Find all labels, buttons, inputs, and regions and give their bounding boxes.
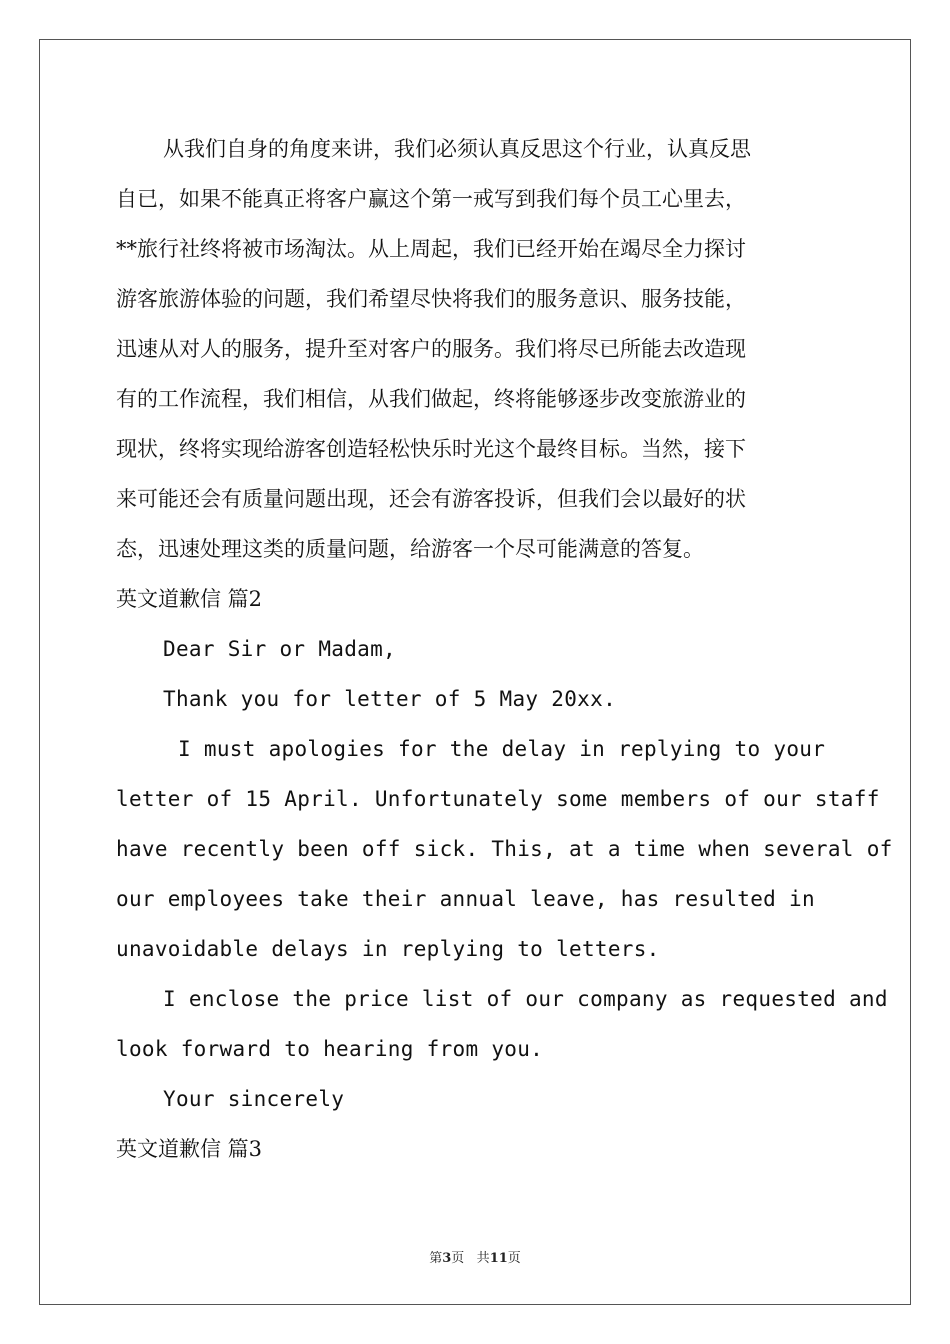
paragraph-line xyxy=(116,324,836,374)
paragraph-line xyxy=(116,1024,836,1074)
line-text: 自已，如果不能真正将客户赢这个第一戒写到我们每个员工心里去， xyxy=(116,187,746,211)
paragraph-line xyxy=(116,124,836,174)
paragraph-line xyxy=(116,724,836,774)
paragraph-line xyxy=(116,474,836,524)
page-footer xyxy=(0,1247,950,1266)
paragraph-line xyxy=(116,374,836,424)
paragraph-line xyxy=(116,774,880,824)
section-heading-2: 英文道歉信 篇2 xyxy=(116,587,263,611)
paragraph-line xyxy=(116,424,836,474)
line-text: letter of 15 April. Unfortunately some members of our staff xyxy=(116,787,880,811)
section-heading-3: 英文道歉信 篇3 xyxy=(116,1137,263,1161)
paragraph-line xyxy=(116,524,836,574)
line-text: **旅行社终将被市场淘汰。从上周起，我们已经开始在竭尽全力探讨 xyxy=(116,237,746,261)
paragraph-line xyxy=(116,824,893,874)
paragraph-line xyxy=(116,874,836,924)
salutation: Dear Sir or Madam, xyxy=(163,637,396,661)
line-text: 现状，终将实现给游客创造轻松快乐时光这个最终目标。当然，接下 xyxy=(116,437,746,461)
page-prefix: 第 xyxy=(429,1251,443,1266)
line-text: 从我们自身的角度来讲，我们必须认真反思这个行业，认真反思 xyxy=(163,137,751,161)
line-text: 态，迅速处理这类的质量问题，给游客一个尽可能满意的答复。 xyxy=(116,537,704,561)
line-text: 来可能还会有质量问题出现，还会有游客投诉，但我们会以最好的状 xyxy=(116,487,746,511)
thanks-line: Thank you for letter of 5 May 20xx. xyxy=(163,687,617,711)
paragraph-line xyxy=(116,174,836,224)
page-number: 3 xyxy=(442,1251,452,1266)
line-text: 有的工作流程，我们相信，从我们做起，终将能够逐步改变旅游业的 xyxy=(116,387,746,411)
paragraph-line xyxy=(116,274,836,324)
paragraph-line xyxy=(116,224,836,274)
line-text: unavoidable delays in replying to letters. xyxy=(116,937,660,961)
line-text: I enclose the price list of our company as requested and xyxy=(163,987,888,1011)
total-suffix: 页 xyxy=(507,1251,521,1266)
paragraph-line xyxy=(116,974,888,1024)
total-prefix: 共 xyxy=(476,1251,490,1266)
line-text: 游客旅游体验的问题，我们希望尽快将我们的服务意识、服务技能， xyxy=(116,287,746,311)
closing: Your sincerely xyxy=(163,1087,345,1111)
line-text: 迅速从对人的服务，提升至对客户的服务。我们将尽已所能去改造现 xyxy=(116,337,746,361)
document-body xyxy=(116,124,893,1174)
paragraph-chinese xyxy=(116,124,836,574)
paragraph-apology xyxy=(116,724,893,974)
line-text: our employees take their annual leave, has resulted in xyxy=(116,887,815,911)
line-text: I must apologies for the delay in replying to your xyxy=(178,737,826,761)
paragraph-enclose xyxy=(116,974,888,1074)
page-suffix: 页 xyxy=(451,1251,465,1266)
total-pages: 11 xyxy=(489,1251,508,1266)
line-text: have recently been off sick. This, at a time when several of xyxy=(116,837,893,861)
paragraph-line xyxy=(116,924,836,974)
line-text: look forward to hearing from you. xyxy=(116,1037,544,1061)
